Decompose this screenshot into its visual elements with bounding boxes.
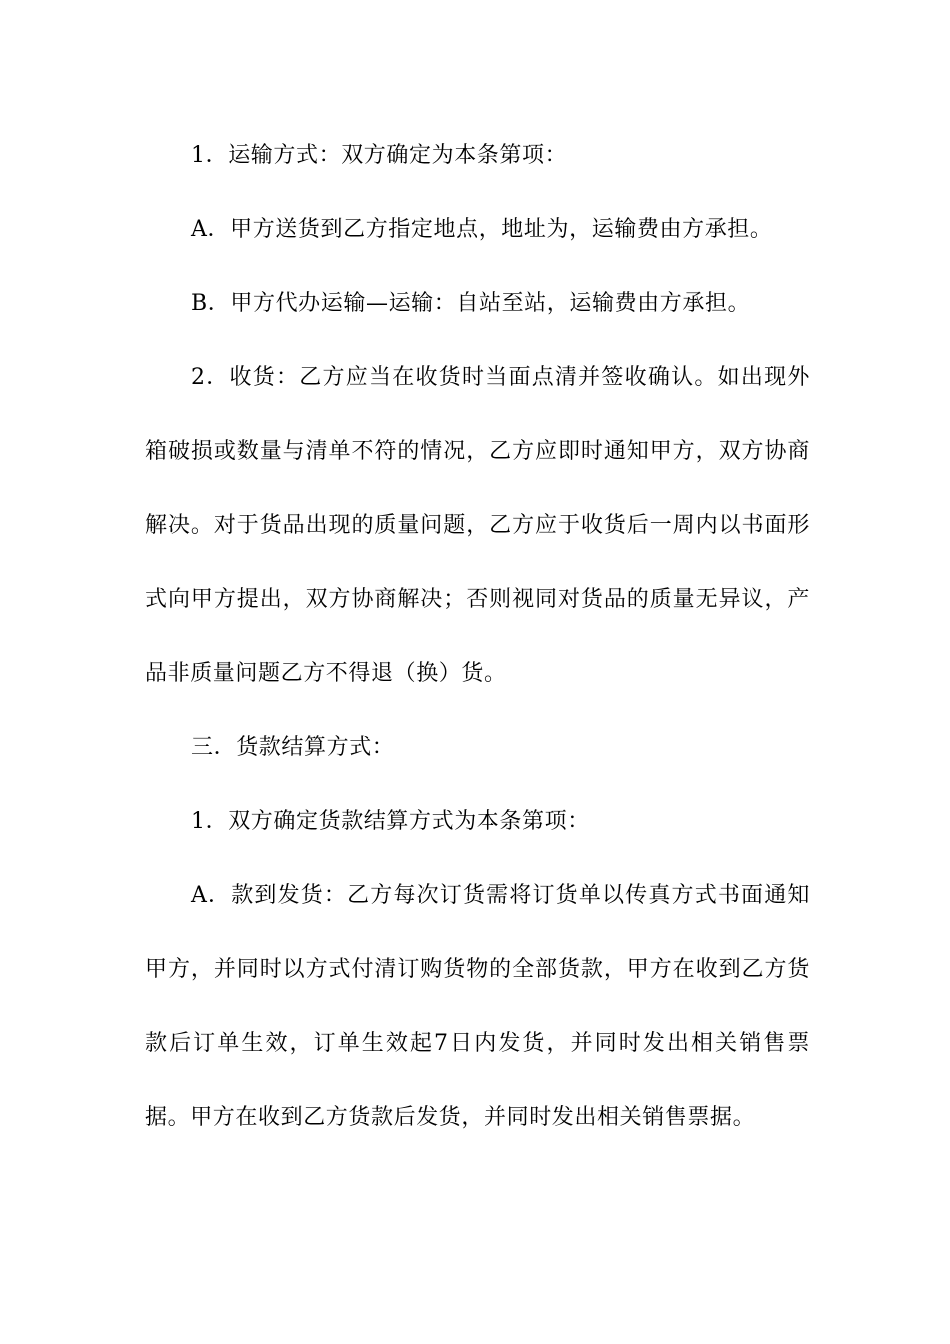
section-heading-payment: 三．货款结算方式：	[191, 735, 395, 760]
document-body	[145, 119, 810, 1155]
paragraph-option-b-shipping: B．甲方代办运输—运输：自站至站，运输费由方承担。	[191, 291, 751, 316]
paragraph-receiving: 2．收货：乙方应当在收货时当面点清并签收确认。如出现外箱破损或数量与清单不符的情况，乙方应即时通知甲方，双方协商解决。对于货品出现的质量问题，乙方应于收货后一周内以书面形式向甲方提出，双方协商解决；否则视同对货品的质量无异议，产品非质量问题乙方不得退（换）货。	[145, 365, 810, 686]
paragraph-transport-method: 1．运输方式：双方确定为本条第项：	[191, 143, 568, 168]
paragraph-payment-method: 1．双方确定货款结算方式为本条第项：	[191, 809, 590, 834]
paragraph-option-a-delivery: A．甲方送货到乙方指定地点，地址为，运输费由方承担。	[191, 217, 773, 242]
paragraph-payment-before-delivery: A．款到发货：乙方每次订货需将订货单以传真方式书面通知甲方，并同时以方式付清订购货物的全部货款，甲方在收到乙方货款后订单生效，订单生效起7日内发货，并同时发出相关销售票据。甲方在收到乙方货款后发货，并同时发出相关销售票据。	[145, 883, 810, 1130]
